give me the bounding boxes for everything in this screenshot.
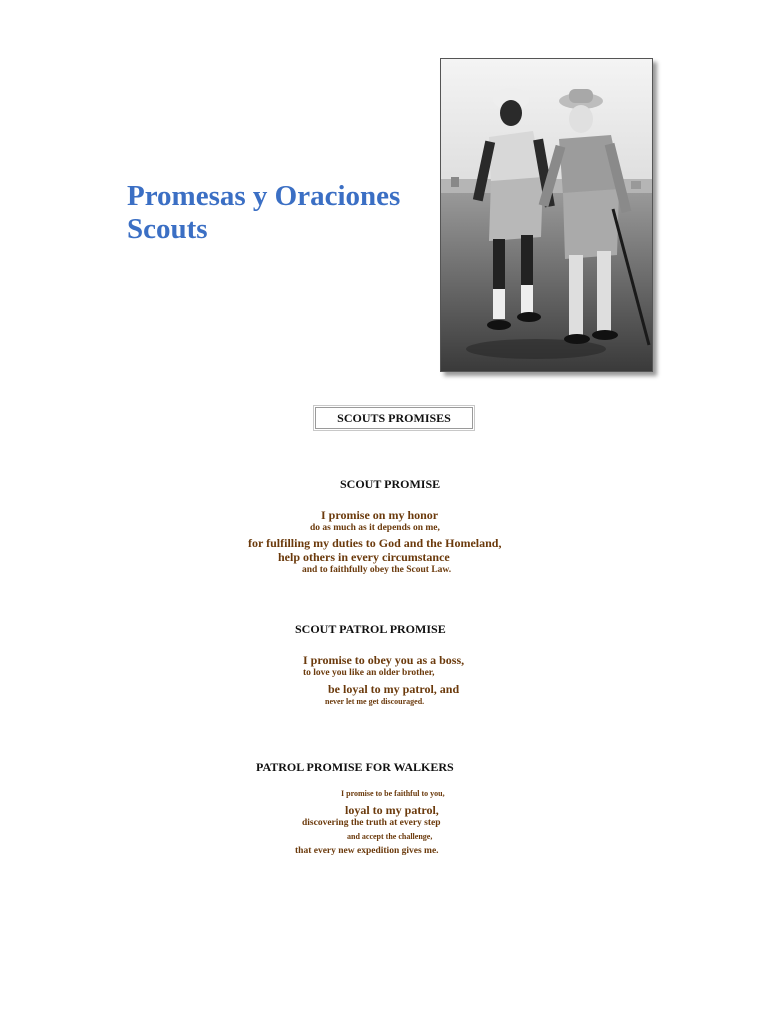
promise-line: and to faithfully obey the Scout Law. <box>302 565 452 575</box>
promise-line: I promise on my honor <box>321 508 439 522</box>
promise-line: be loyal to my patrol, and <box>328 682 460 696</box>
promise-line: do as much as it depends on me, <box>310 523 440 533</box>
page-title <box>127 180 427 246</box>
section-heading-patrol-promise-walkers: PATROL PROMISE FOR WALKERS <box>256 760 454 774</box>
promise-line: to love you like an older brother, <box>303 668 435 678</box>
promise-line: and accept the challenge, <box>347 832 433 841</box>
page-title-line-2: Scouts <box>127 213 208 245</box>
vintage-photo-icon <box>441 59 652 371</box>
promise-line: never let me get discouraged. <box>325 697 425 706</box>
section-heading-scout-promise: SCOUT PROMISE <box>340 477 441 491</box>
promise-line: help others in every circumstance <box>278 550 450 564</box>
promise-line: discovering the truth at every step <box>302 818 441 828</box>
promise-line: that every new expedition gives me. <box>295 846 439 856</box>
promise-line: I promise to be faithful to you, <box>341 789 445 798</box>
promise-line: for fulfilling my duties to God and the Homeland, <box>248 536 502 550</box>
page-title-line-1: Promesas y Oraciones <box>127 180 401 212</box>
promise-line: I promise to obey you as a boss, <box>303 653 465 667</box>
scouts-promises-box: SCOUTS PROMISES <box>315 407 473 429</box>
section-heading-scout-patrol-promise: SCOUT PATROL PROMISE <box>295 622 446 636</box>
scouts-photo <box>440 58 653 372</box>
promise-line: loyal to my patrol, <box>345 803 439 817</box>
